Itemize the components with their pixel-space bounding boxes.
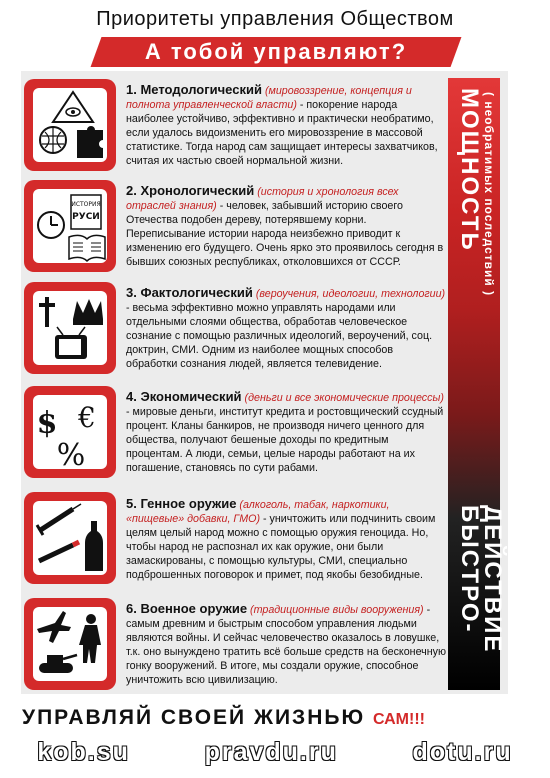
- eye-pyramid-icon: [33, 88, 107, 162]
- footer-slogan: [22, 706, 528, 730]
- section-1-title: Методологический: [140, 82, 262, 97]
- sidebar-top-subtitle: ( необратимых последствий ): [482, 92, 496, 297]
- section-2-title: Хронологический: [140, 183, 255, 198]
- section-3-title: Фактологический: [140, 285, 253, 300]
- section-3-subtitle: (вероучения, идеологии, технологии): [255, 288, 446, 300]
- page-title: Приоритеты управления Обществом: [96, 8, 454, 30]
- section-5-text: - уничтожить или подчинить своим целям целый народ можно с помощью оружия геноцида. Но, чтобы народ не распознал их как оружие, они были замаскированы, с помощью культуры, СМИ, специально подброшенных поговорок и примет, под якобы безобидные.: [126, 513, 436, 581]
- section-6: [126, 601, 446, 687]
- book-title-top: ИСТОРИЯ: [71, 201, 101, 208]
- section-1: [126, 82, 446, 168]
- footer-links: [0, 738, 550, 767]
- section-2: [126, 183, 446, 269]
- section-2-text: - человек, забывший историю своего Отечества подобен дереву, потерявшему корни. Переписывание истории народа неизбежно приводит к изменению его будущего. Очень ярко это проявилось сегодня в бывших союзных республиках, отколовшихся от СССР.: [126, 200, 444, 268]
- currency-percent-icon: [33, 395, 107, 469]
- military-icon: [33, 607, 107, 681]
- section-2-number: 2.: [126, 183, 137, 198]
- section-3: [126, 285, 446, 371]
- section-5-icon-frame: [24, 492, 116, 584]
- page-subtitle-banner: [91, 37, 462, 67]
- section-3-number: 3.: [126, 285, 137, 300]
- section-1-subtitle: (мировоззрение, концепция и полнота управленческой власти): [126, 85, 412, 111]
- section-4-text: - мировые деньги, институт кредита и ростовщический ссудный процент. Кланы банкиров, не производя ничего ценного для общества, получают бешеные доходы по кредитным процентам. А люди, семьи, целые народы работают на их погашение, становясь по сути рабами.: [126, 406, 444, 474]
- link-pravdu[interactable]: pravdu.ru: [204, 738, 338, 766]
- section-2-subtitle: (история и хронология всех отраслей знания): [126, 186, 399, 212]
- syringe-cigarette-bottle-icon: [33, 501, 107, 575]
- section-1-text: - покорение народа наиболее устойчиво, эффективно и практически необратимо, если удалось видоизменить его мировоззрение в массовой статистике. Тогда народ сам защищает интересы захватчиков, считая их частью своей нормальной жизни.: [126, 99, 438, 167]
- dollar-sign: $: [36, 406, 58, 441]
- section-2-icon-frame: [24, 180, 116, 272]
- sidebar-bottom-title-2: ДЕЙСТВИЕ: [479, 505, 506, 654]
- section-5-number: 5.: [126, 496, 137, 511]
- section-6-number: 6.: [126, 601, 137, 616]
- section-1-icon-frame: [24, 79, 116, 171]
- section-1-number: 1.: [126, 82, 137, 97]
- page-subtitle: А тобой управляют?: [144, 39, 408, 64]
- book-title-bottom: РУСИ: [72, 212, 100, 222]
- section-4-number: 4.: [126, 389, 137, 404]
- section-4-subtitle: (деньги и все экономические процессы): [244, 392, 444, 404]
- section-4-title: Экономический: [140, 389, 242, 404]
- section-3-icon-frame: [24, 282, 116, 374]
- section-6-title: Военное оружие: [140, 601, 248, 616]
- footer-slogan-accent: САМ!!!: [372, 711, 425, 728]
- cross-crown-tv-icon: [33, 291, 107, 365]
- section-4-icon-frame: [24, 386, 116, 478]
- clock-history-icon: [33, 189, 107, 263]
- link-kob[interactable]: kob.su: [37, 738, 130, 766]
- section-5-title: Генное оружие: [140, 496, 237, 511]
- section-4: [126, 389, 446, 475]
- percent-sign: %: [56, 438, 86, 469]
- footer-slogan-text: УПРАВЛЯЙ СВОЕЙ ЖИЗНЬЮ: [22, 706, 366, 729]
- link-dotu[interactable]: dotu.ru: [412, 738, 513, 766]
- section-5-subtitle: (алкоголь, табак, наркотики, «пищевые» добавки, ГМО): [126, 499, 390, 525]
- section-5: [126, 496, 446, 582]
- section-6-text: - самым древним и быстрым способом управления людьми являются войны. И сейчас человечество оказалось в ловушке, т.к. оно вынуждено тратить всё больше средств на бесконечную гонку вооружений. В итоге, мы создали оружие, способное уничтожить всю цивилизацию.: [126, 604, 446, 686]
- sidebar-bottom-title-1: БЫСТРО-: [456, 505, 483, 634]
- sidebar-top-title: МОЩНОСТЬ: [456, 88, 483, 252]
- section-3-text: - весьма эффективно можно управлять народами или отдельными слоями общества, обработав человеческое сознание с помощью различных идеологий, вероучений, соц. доктрин, СМИ. Одним из наиболее мощных способов обработки сознания людей, является телевидение.: [126, 302, 433, 370]
- euro-sign: €: [78, 401, 96, 434]
- section-6-subtitle: (традиционные виды вооружения): [250, 604, 424, 616]
- section-6-icon-frame: [24, 598, 116, 690]
